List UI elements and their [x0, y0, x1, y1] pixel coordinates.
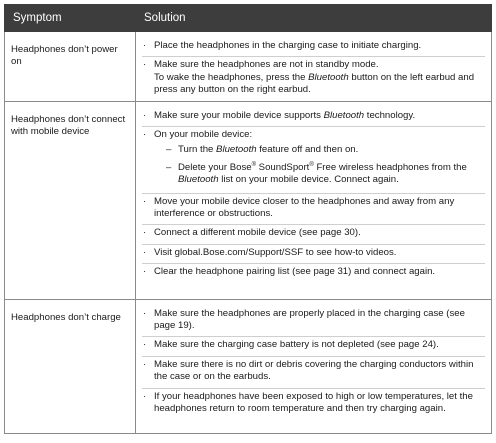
solution-column-header: Solution: [136, 5, 492, 32]
bullet-glyph: ·: [143, 339, 147, 351]
solution-cell: [136, 299, 492, 433]
bullet-glyph: ·: [143, 109, 147, 121]
solution-item: · Make sure the charging case battery is not depleted (see page 24).: [142, 337, 485, 356]
solution-item: · Clear the headphone pairing list (see page 31) and connect again.: [143, 266, 436, 278]
table-row: [5, 32, 492, 102]
registered-mark: ®: [251, 161, 257, 168]
bluetooth-term: Bluetooth: [216, 144, 257, 156]
solution-item: · Make sure the headphones are properly placed in the charging case (see page 19).: [142, 306, 485, 338]
solution-item: · Make sure there is no dirt or debris covering the charging conductors within the case or on the earbuds.: [142, 357, 485, 389]
bluetooth-term: Bluetooth: [178, 174, 219, 186]
symptom-text: Headphones don’t charge: [11, 311, 121, 323]
solution-subitem: – Turn the Bluetooth feature off and then on.: [166, 144, 359, 156]
bullet-glyph: ·: [143, 59, 147, 71]
solution-item: · Make sure your mobile device supports Bluetooth technology.: [142, 108, 485, 127]
bullet-glyph: ·: [143, 358, 147, 370]
bullet-glyph: ·: [143, 307, 147, 319]
solution-item: · Place the headphones in the charging case to initiate charging.: [142, 38, 485, 57]
solution-item: · Move your mobile device closer to the headphones and away from any interference or obstructions.: [142, 194, 485, 226]
troubleshooting-table: [4, 4, 492, 434]
symptom-cell: [5, 32, 136, 102]
table-row: [5, 101, 492, 299]
bullet-glyph: ·: [143, 227, 147, 239]
bluetooth-term: Bluetooth: [323, 109, 365, 121]
symptom-cell: [5, 299, 136, 433]
solution-cell: [136, 101, 492, 299]
symptom-cell: [5, 101, 136, 299]
solution-item: [142, 245, 485, 264]
support-url-text: Visit global.Bose.com/Support/SSF to see how-to videos.: [154, 246, 397, 258]
bullet-glyph: ·: [143, 390, 147, 402]
table-row: [5, 299, 492, 433]
registered-mark: ®: [309, 161, 314, 168]
bullet-glyph: ·: [143, 195, 147, 207]
bullet-glyph: ·: [143, 246, 147, 258]
bluetooth-term: Bluetooth: [308, 71, 349, 83]
solution-item: · Make sure the headphones are not in standby mode. To wake the headphones, press the Bluetooth button on the left earbud and press any button on the right earbud.: [143, 59, 475, 96]
symptom-text: Headphones don’t power on: [11, 44, 118, 68]
solution-item: · Connect a different mobile device (see page 30).: [142, 225, 485, 244]
solution-item: · On your mobile device: – Turn the Bluetooth feature off and then on. – Delete your Bose® SoundSport® Free wireless headphones from the Bluetooth list on your mobile device. Connect again.: [142, 127, 485, 194]
symptom-column-header: Symptom: [5, 5, 136, 32]
solution-cell: [136, 32, 492, 102]
symptom-text: Headphones don’t connect with mobile device: [11, 113, 126, 138]
bullet-glyph: ·: [143, 40, 147, 51]
bullet-glyph: ·: [143, 129, 147, 141]
dash-glyph: –: [166, 144, 172, 156]
solution-item: · If your headphones have been exposed to high or low temperatures, let the headphones return to room temperature and then try charging again.: [143, 390, 473, 415]
solution-subitem: – Delete your Bose® SoundSport® Free wireless headphones from the Bluetooth list on your mobile device. Connect again.: [166, 161, 467, 186]
header-row: [5, 5, 492, 32]
bullet-glyph: ·: [143, 266, 147, 278]
dash-glyph: –: [166, 161, 172, 173]
